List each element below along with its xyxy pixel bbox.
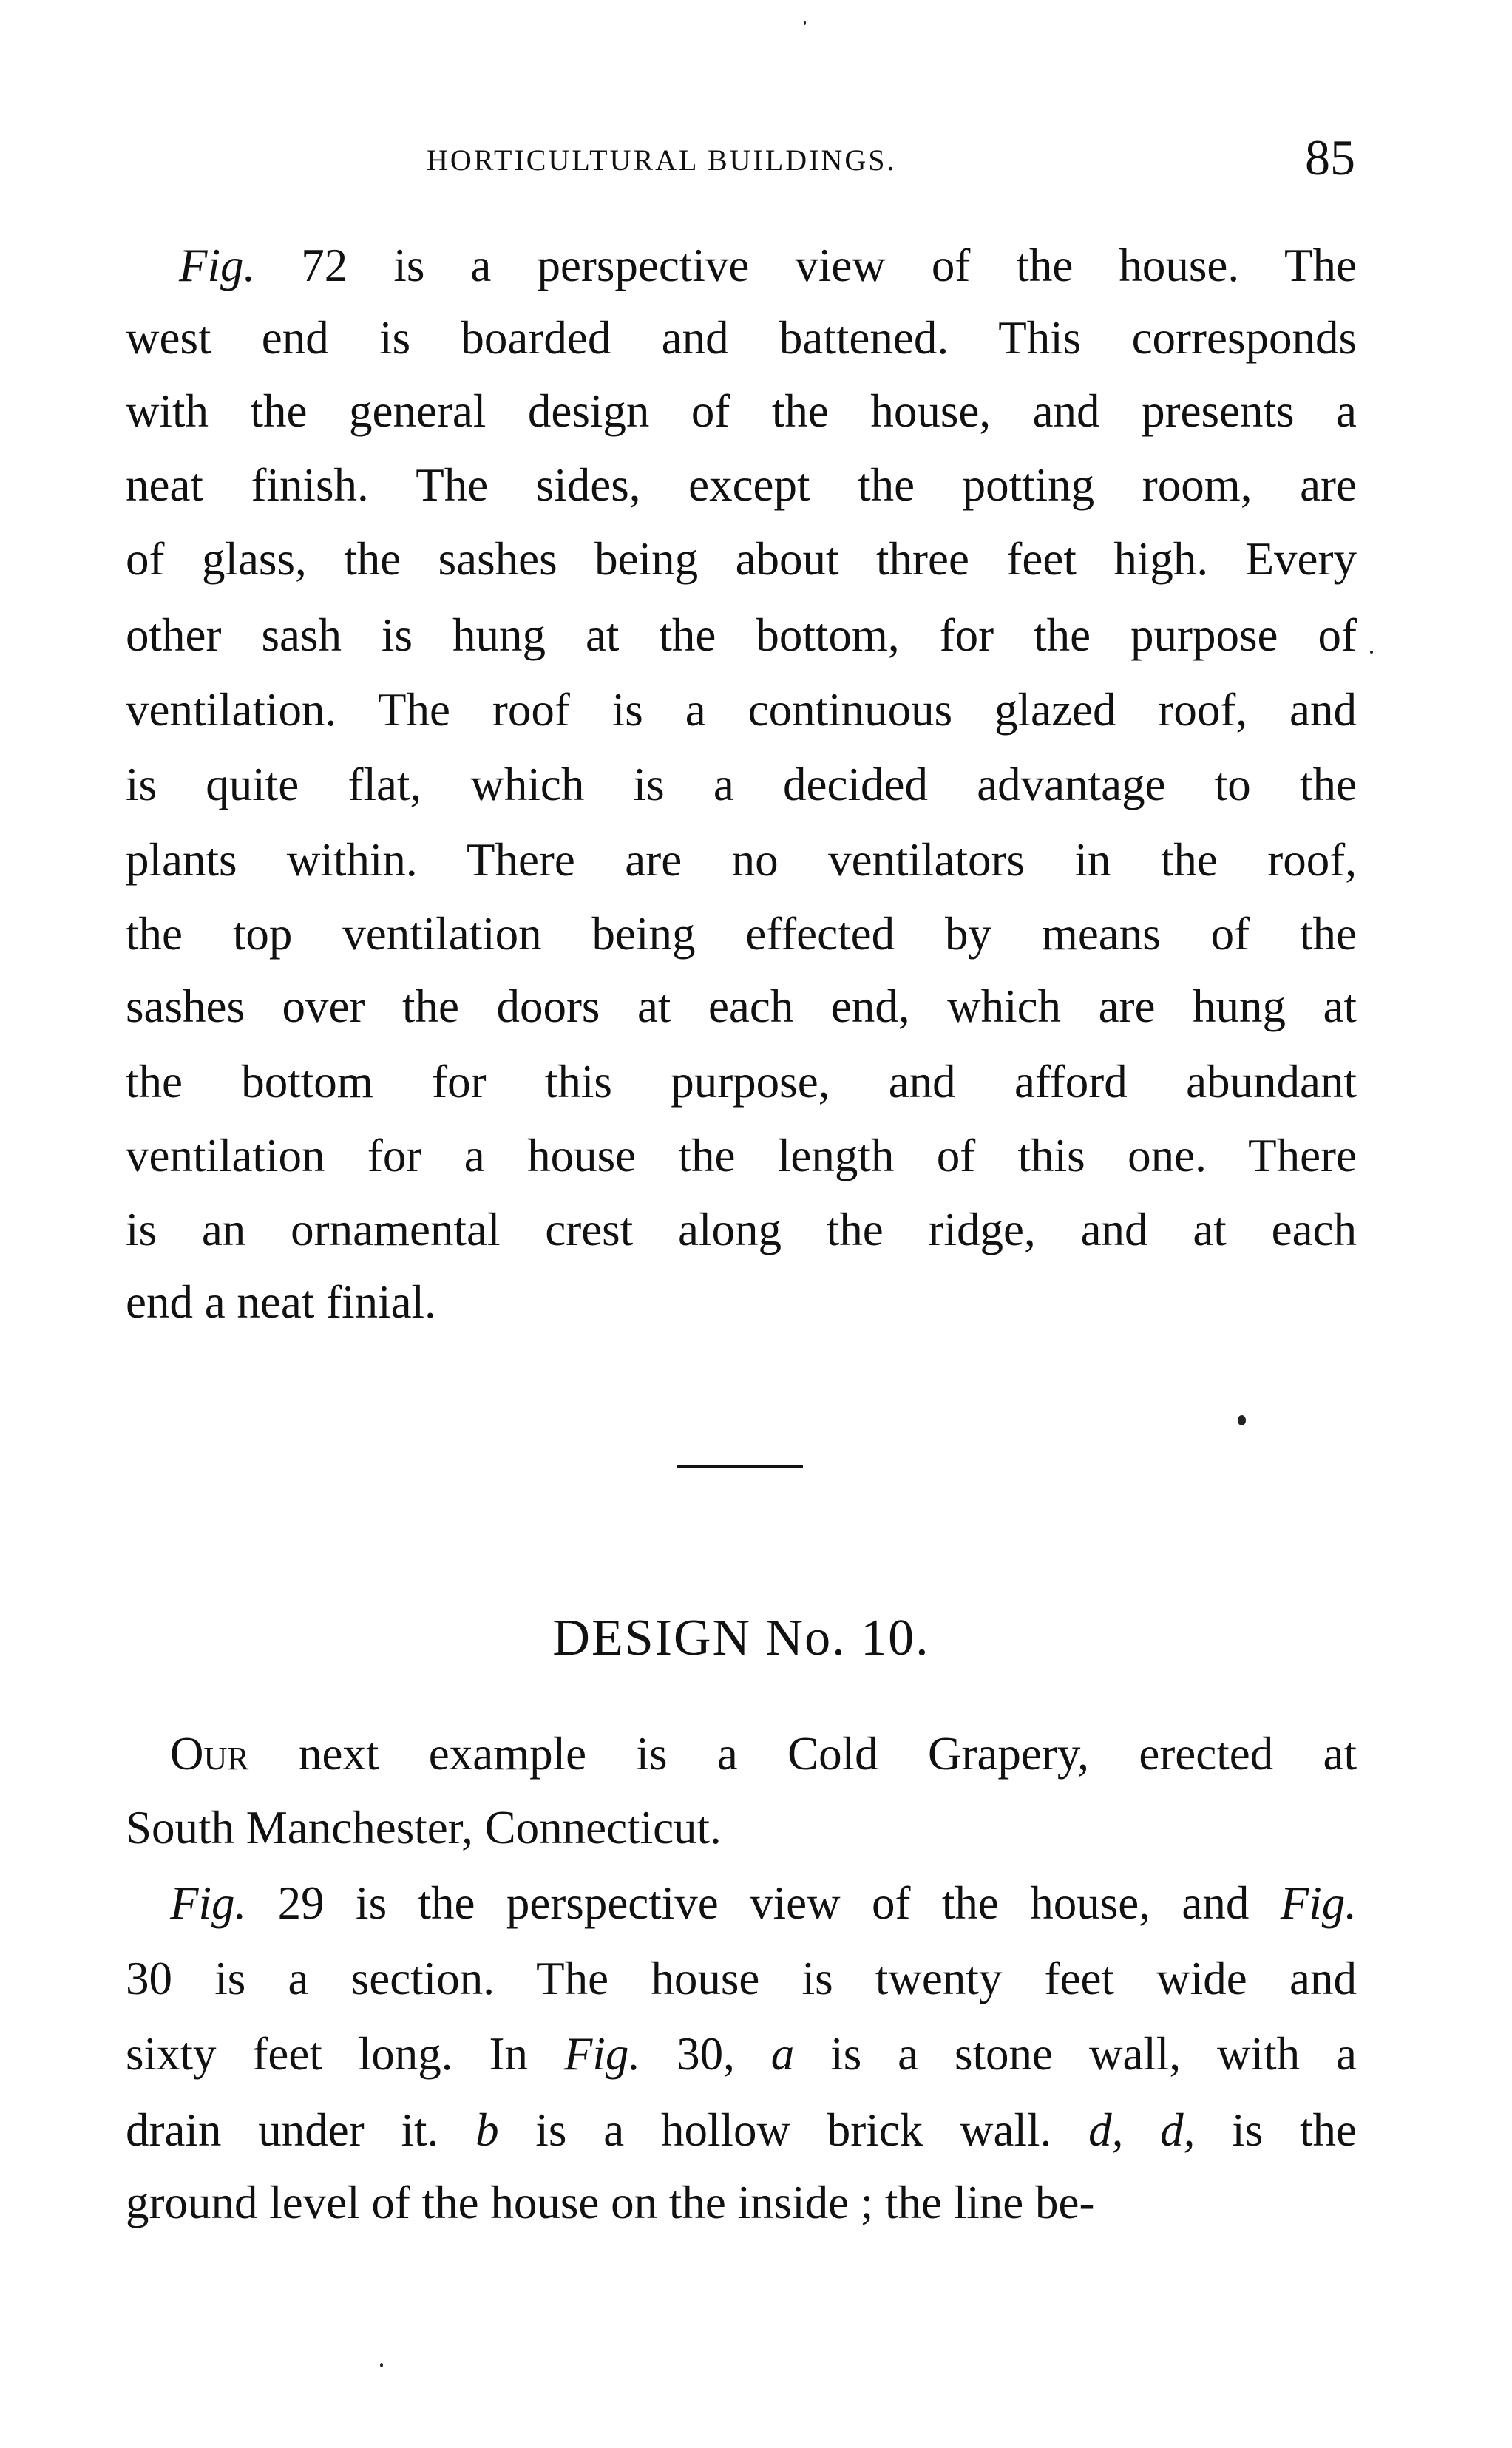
text-run: 29 is the perspective view of the house, and [246, 1877, 1281, 1929]
text-run: 30, [640, 2028, 771, 2080]
text-line [126, 459, 1357, 511]
text-run: neat finish. The sides, except the potting room, are [126, 459, 1357, 511]
text-line [126, 533, 1357, 585]
text-run: is the [1195, 2104, 1357, 2156]
text-line [126, 1276, 1357, 1328]
italic-text: a [770, 2028, 795, 2080]
text-line [126, 1953, 1357, 2004]
text-run: ground level of the house on the inside ; the line be- [126, 2177, 1095, 2228]
text-line [126, 834, 1357, 886]
text-run: South Manchester, Connecticut. [126, 1802, 722, 1854]
text-run: with the general design of the house, and presents a [126, 385, 1357, 437]
text-run: the bottom for this purpose, and afford abundant [126, 1056, 1357, 1108]
italic-text: Fig. [563, 2028, 641, 2080]
text-run: end a neat finial. [126, 1276, 436, 1328]
ink-speck [380, 2363, 383, 2367]
text-line [126, 908, 1357, 960]
text-run: west end is boarded and battened. This corresponds [126, 312, 1357, 364]
text-line [170, 1877, 1357, 1929]
text-run: ventilation for a house the length of this one. There [126, 1130, 1357, 1181]
text-run: is a stone wall, with a [794, 2028, 1357, 2080]
ink-speck [804, 21, 806, 25]
ink-speck [1238, 1415, 1246, 1425]
text-line [126, 1802, 1357, 1854]
text-line [126, 1204, 1357, 1255]
design-title: DESIGN No. 10. [552, 1610, 930, 1667]
text-run: the top ventilation being effected by means of the [126, 908, 1357, 960]
text-run: is a hollow brick wall. [498, 2104, 1089, 2156]
text-run: other sash is hung at the bottom, for the purpose of [126, 609, 1357, 661]
text-run: plants within. There are no ventilators in the roof, [126, 834, 1357, 886]
text-run: 30 is a section. The house is twenty feet wide and [126, 1953, 1357, 2004]
text-line [126, 2104, 1357, 2156]
ink-speck [1370, 651, 1373, 654]
text-line [179, 240, 1357, 291]
text-line [126, 684, 1357, 736]
text-line [126, 2177, 1357, 2228]
text-run: is quite flat, which is a decided advantage to the [126, 759, 1357, 810]
text-run: sixty feet long. In [126, 2028, 564, 2080]
text-run: ventilation. The roof is a continuous glazed roof, and [126, 684, 1357, 736]
italic-text: d, d, [1088, 2104, 1196, 2156]
text-run: drain under it. [126, 2104, 476, 2156]
text-line [126, 312, 1357, 364]
text-run: 72 is a perspective view of the house. The [255, 240, 1357, 291]
text-run: next example is a Cold Grapery, erected at [248, 1728, 1357, 1780]
text-line [126, 980, 1357, 1032]
small-caps-text: Our [170, 1728, 249, 1780]
text-line [126, 759, 1357, 810]
page-number: 85 [1305, 129, 1355, 186]
text-run: sashes over the doors at each end, which are hung at [126, 980, 1357, 1032]
italic-text: Fig. [179, 240, 256, 291]
text-line [126, 1130, 1357, 1181]
text-line [126, 1056, 1357, 1108]
italic-text: Fig. [170, 1877, 247, 1929]
section-divider-rule [677, 1465, 803, 1468]
text-run: is an ornamental crest along the ridge, and at each [126, 1204, 1357, 1255]
text-run: of glass, the sashes being about three feet high. Every [126, 533, 1357, 585]
text-line [126, 2028, 1357, 2080]
italic-text: Fig. [1280, 1877, 1357, 1929]
running-head: HORTICULTURAL BUILDINGS. [427, 143, 897, 177]
italic-text: b [475, 2104, 499, 2156]
text-line [170, 1728, 1357, 1780]
text-line [126, 609, 1357, 661]
text-line [126, 385, 1357, 437]
